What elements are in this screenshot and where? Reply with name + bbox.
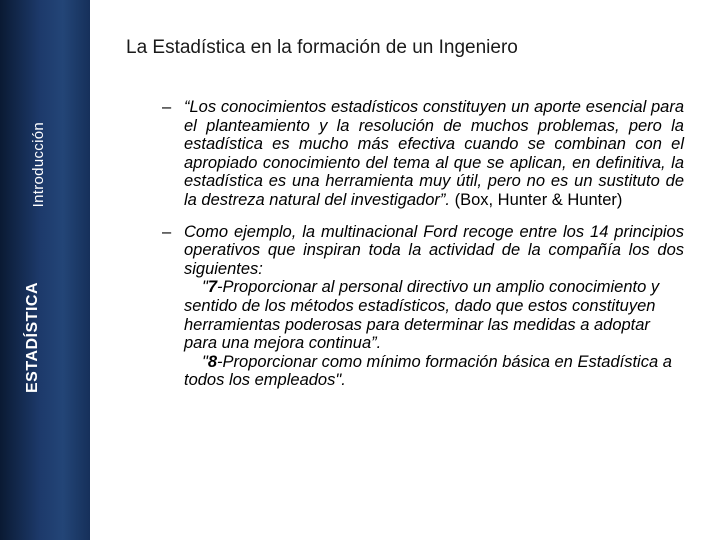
bullet-dash: –: [162, 98, 172, 116]
principle-item-8: [184, 353, 684, 390]
quote-source: (Box, Hunter & Hunter): [449, 190, 623, 209]
sidebar-main-label: ESTADÍSTICA: [24, 282, 41, 393]
bullet-ford-example: [162, 223, 684, 390]
sidebar-sub-label: Introducción: [30, 122, 47, 208]
principle-item-7: [184, 278, 684, 352]
principle-number: 8: [207, 352, 218, 371]
principle-quote-mark: ": [202, 278, 208, 297]
sidebar-panel: [0, 0, 90, 540]
bullet-quote: [162, 98, 684, 210]
principle-quote-mark: ": [202, 352, 208, 371]
content-body: [162, 98, 684, 390]
ford-intro-text: Como ejemplo, la multinacional Ford recoge entre los 14 principios operativos que inspiran toda la actividad de la compañía los dos siguientes:: [184, 222, 684, 278]
bullet-dash: –: [162, 222, 172, 241]
quote-text: “Los conocimientos estadísticos constituyen un aporte esencial para el planteamiento y la resolución de muchos problemas, pero la estadística es mucho más efectiva cuando se combinan con el apropiado conocimiento del tema al que se aplican, en definitiva, la estadística es una herramienta muy útil, pero no es un sustituto de la destreza natural del investigador”.: [184, 98, 684, 209]
principle-text: -Proporcionar al personal directivo un amplio conocimiento y sentido de los métodos estadísticos, dado que estos constituyen herramientas poderosas para determinar las medidas a adoptar para una mejora continua”.: [184, 278, 660, 353]
principle-number: 7: [207, 278, 218, 297]
page-title: La Estadística en la formación de un Ingeniero: [126, 37, 518, 58]
principle-text: -Proporcionar como mínimo formación básica en Estadística a todos los empleados".: [184, 352, 672, 390]
